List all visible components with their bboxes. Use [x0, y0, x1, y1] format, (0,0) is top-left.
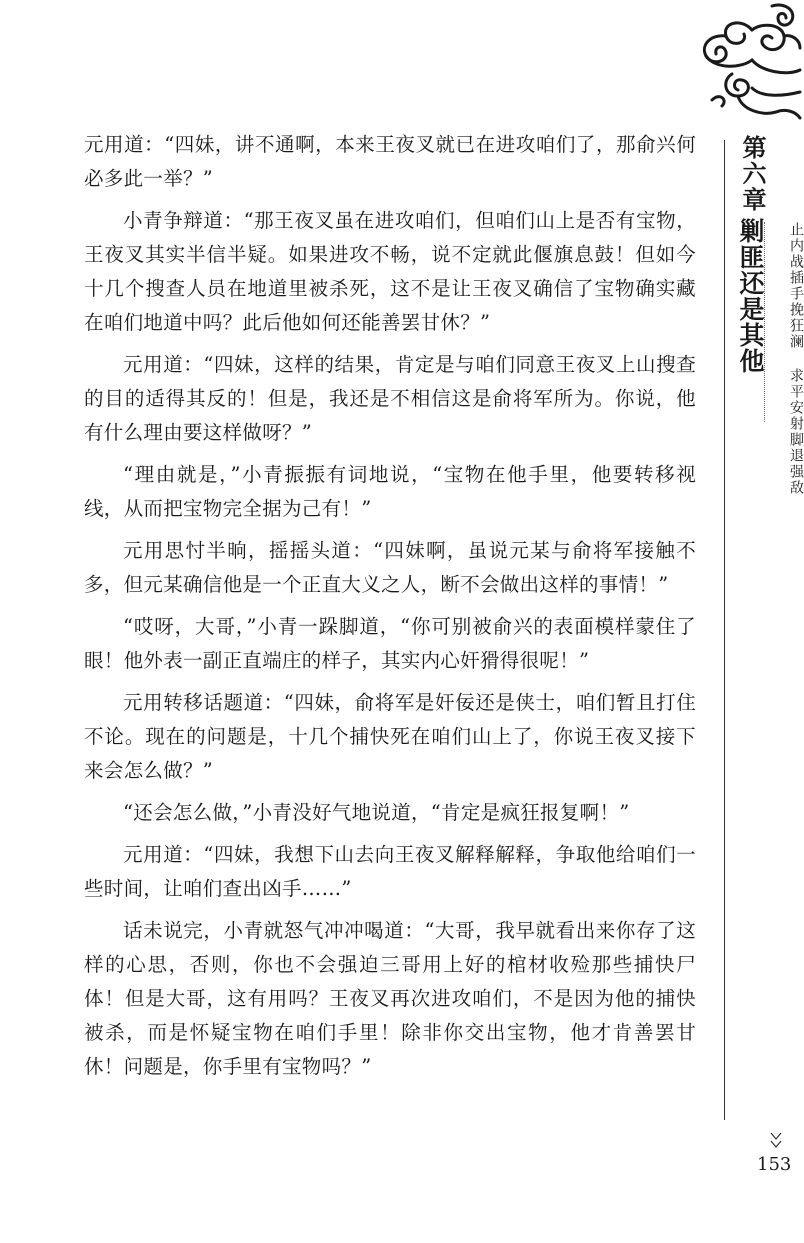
- double-chevron-down-icon: [769, 1130, 783, 1152]
- paragraph: 元用道：“四妹，我想下山去向王夜叉解释解释，争取他给咱们一些时间，让咱们查出凶手……”: [84, 843, 696, 900]
- paragraph: 小青争辩道：“那王夜叉虽在进攻咱们，但咱们山上是否有宝物，王夜叉其实半信半疑。如果进攻不畅，说不定就此偃旗息鼓！但如今十几个搜查人员在地道里被杀死，这不是让王夜叉确信了宝物确实藏在咱们地道中吗？此后他如何还能善罢甘休？”: [84, 209, 696, 334]
- paragraph: 元用道：“四妹，这样的结果，肯定是与咱们同意王夜叉上山搜查的目的适得其反的！但是，我还是不相信这是俞将军所为。你说，他有什么理由要这样做呀？”: [84, 353, 696, 444]
- body-text: [84, 128, 696, 1092]
- paragraph: “理由就是，”小青振振有词地说，“宝物在他手里，他要转移视线，从而把宝物完全据为己有！”: [84, 463, 696, 520]
- sidebar-divider: [724, 140, 725, 1120]
- paragraph: 话未说完，小青就怒气冲冲喝道：“大哥，我早就看出来你存了这样的心思，否则，你也不会强迫三哥用上好的棺材收殓那些捕快尸体！但是大哥，这有用吗？王夜叉再次进攻咱们，不是因为他的捕快被杀，而是怀疑宝物在咱们手里！除非你交出宝物，他才肯善罢甘休！问题是，你手里有宝物吗？”: [84, 919, 696, 1078]
- page-number: 153: [757, 1154, 792, 1175]
- chapter-subtitle-line-1: 止内战插手挽狂澜: [788, 222, 804, 350]
- chapter-label: 第六章: [738, 135, 767, 213]
- paragraph: 元用转移话题道：“四妹，俞将军是奸佞还是侠士，咱们暂且打住不论。现在的问题是，十几个捕快死在咱们山上了，你说王夜叉接下来会怎么做？”: [84, 691, 696, 782]
- paragraph: “还会怎么做，”小青没好气地说道，“肯定是疯狂报复啊！”: [123, 801, 630, 824]
- chapter-subtitle: [768, 222, 804, 496]
- chapter-subtitle-line-2: 求平安射脚退强敌: [788, 368, 804, 496]
- paragraph: 元用道：“四妹，讲不通啊，本来王夜叉就已在进攻咱们了，那俞兴何必多此一举？”: [84, 133, 696, 190]
- cloud-ornament-icon: [692, 0, 800, 140]
- paragraph: “哎呀，大哥，”小青一跺脚道，“你可别被俞兴的表面模样蒙住了眼！他外表一副正直端庄的样子，其实内心奸猾得很呢！”: [84, 615, 696, 672]
- paragraph: 元用思忖半晌，摇摇头道：“四妹啊，虽说元某与俞将军接触不多，但元某确信他是一个正直大义之人，断不会做出这样的事情！”: [84, 539, 696, 596]
- chapter-title: 剿匪还是其他: [736, 218, 765, 374]
- title-divider: [764, 222, 765, 422]
